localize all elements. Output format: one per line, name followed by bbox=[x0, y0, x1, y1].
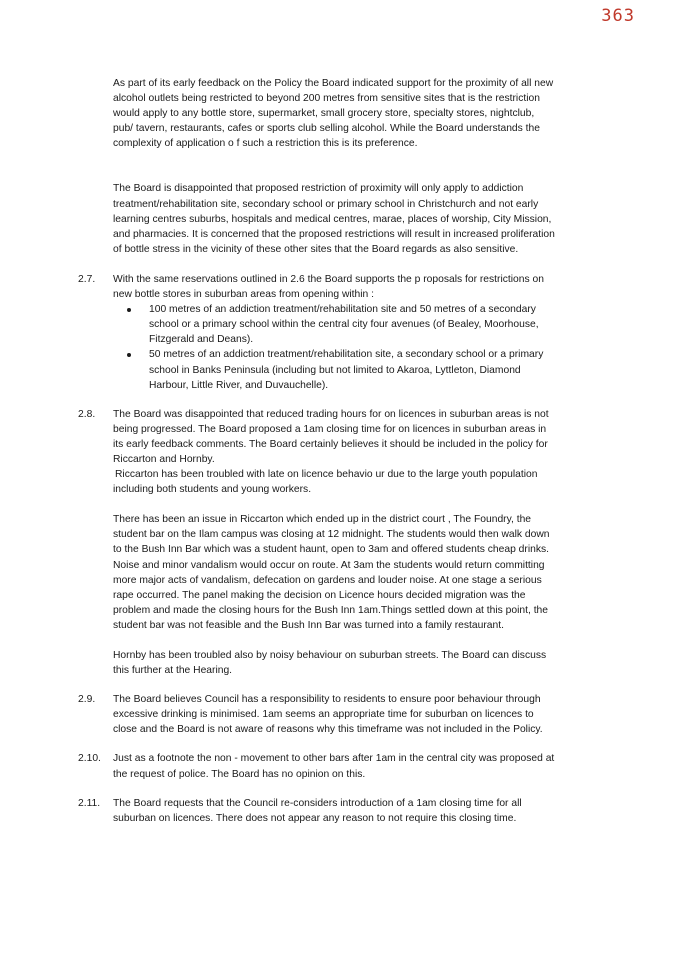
section-2-11 bbox=[0, 796, 555, 826]
section-paragraph: Riccarton has been troubled with late on licence behavio ur due to the large youth population including both students and young workers. bbox=[113, 469, 538, 496]
section-2-8 bbox=[0, 407, 555, 679]
intro-paragraph-1: As part of its early feedback on the Policy the Board indicated support for the proximity of all new alcohol outlets being restricted to beyond 200 metres from sensitive sites that is the restriction would apply to any bottle store, supermarket, small grocery store, specialty stores, nightclub, pub/ tavern, restaurants, cafes or sports club selling alcohol. While the Board understands the complexity of application o f such a restriction this is its preference. bbox=[113, 78, 554, 150]
section-number: 2.7. bbox=[78, 273, 96, 285]
section-number: 2.11. bbox=[78, 797, 101, 809]
section-text: The Board requests that the Council re-considers introduction of a 1am closing time for all suburban on licences. There does not appear any reason to not require this closing time. bbox=[113, 797, 522, 824]
section-2-9 bbox=[0, 692, 555, 737]
section-text: With the same reservations outlined in 2.6 the Board supports the p roposals for restrictions on new bottle stores in suburban areas from opening within : bbox=[113, 273, 544, 301]
section-text: Just as a footnote the non - movement to other bars after 1am in the central city was proposed at the request of police. The Board has no opinion on this. bbox=[113, 753, 555, 780]
section-paragraph: The Board was disappointed that reduced trading hours for on licences in suburban areas is not being progressed. The Board proposed a 1am closing time for on licences in suburban areas in its early feedback comments. The Board certainly believes it should be included in the policy for Riccarton and Hornby. bbox=[113, 408, 549, 465]
section-paragraph: Hornby has been troubled also by noisy behaviour on suburban streets. The Board can discuss this further at the Hearing. bbox=[113, 650, 547, 677]
page-number: 363 bbox=[601, 6, 635, 26]
section-number: 2.10. bbox=[78, 753, 101, 765]
bullet-list bbox=[113, 302, 555, 393]
bullet-item: 100 metres of an addiction treatment/rehabilitation site and 50 metres of a secondary school or a primary school within the central city four avenues (of Bealey, Moorhouse, Fitzgerald and Deans). bbox=[149, 302, 555, 347]
section-2-7 bbox=[0, 272, 555, 393]
document-body bbox=[0, 76, 675, 826]
section-number: 2.8. bbox=[78, 408, 96, 420]
section-text: The Board believes Council has a responsibility to residents to ensure poor behaviour through excessive drinking is minimised. 1am seems an appropriate time for suburban on licences to close and the Board is not aware of reasons why this timeframe was not included in the Policy. bbox=[113, 694, 543, 736]
section-2-10 bbox=[0, 751, 555, 781]
section-paragraph: There has been an issue in Riccarton which ended up in the district court , The Foundry, the student bar on the Ilam campus was closing at 12 midnight. The students would then walk down to the Bush Inn Bar which was a student haunt, open to 3am and offered students cheap drinks. Noise and minor vandalism would occur on route. At 3am the students would return committing more major acts of vandalism, defecation on gardens and louder noise. At one stage a serious rape occurred. The panel making the decision on Licence hours decided migration was the problem and made the closing hours for the Bush Inn 1am.Things settled down at this point, the student bar was not feasible and the Bush Inn Bar was turned into a family restaurant. bbox=[113, 514, 550, 631]
intro-paragraph-2: The Board is disappointed that proposed restriction of proximity will only apply to addiction treatment/rehabilitation site, secondary school or primary school in Christchurch and not early learning centres suburbs, hospitals and medical centres, marae, places of worship, City Mission, and pharmacies. It is concerned that the proposed restrictions will result in increased proliferation of bottle stress in the vicinity of these other sites that the Board regards as also sensitive. bbox=[113, 183, 555, 255]
bullet-item: 50 metres of an addiction treatment/rehabilitation site, a secondary school or a primary school in Banks Peninsula (including but not limited to Akaroa, Lyttleton, Diamond Harbour, Little River, and Duvauchelle). bbox=[149, 347, 555, 392]
section-number: 2.9. bbox=[78, 694, 96, 706]
